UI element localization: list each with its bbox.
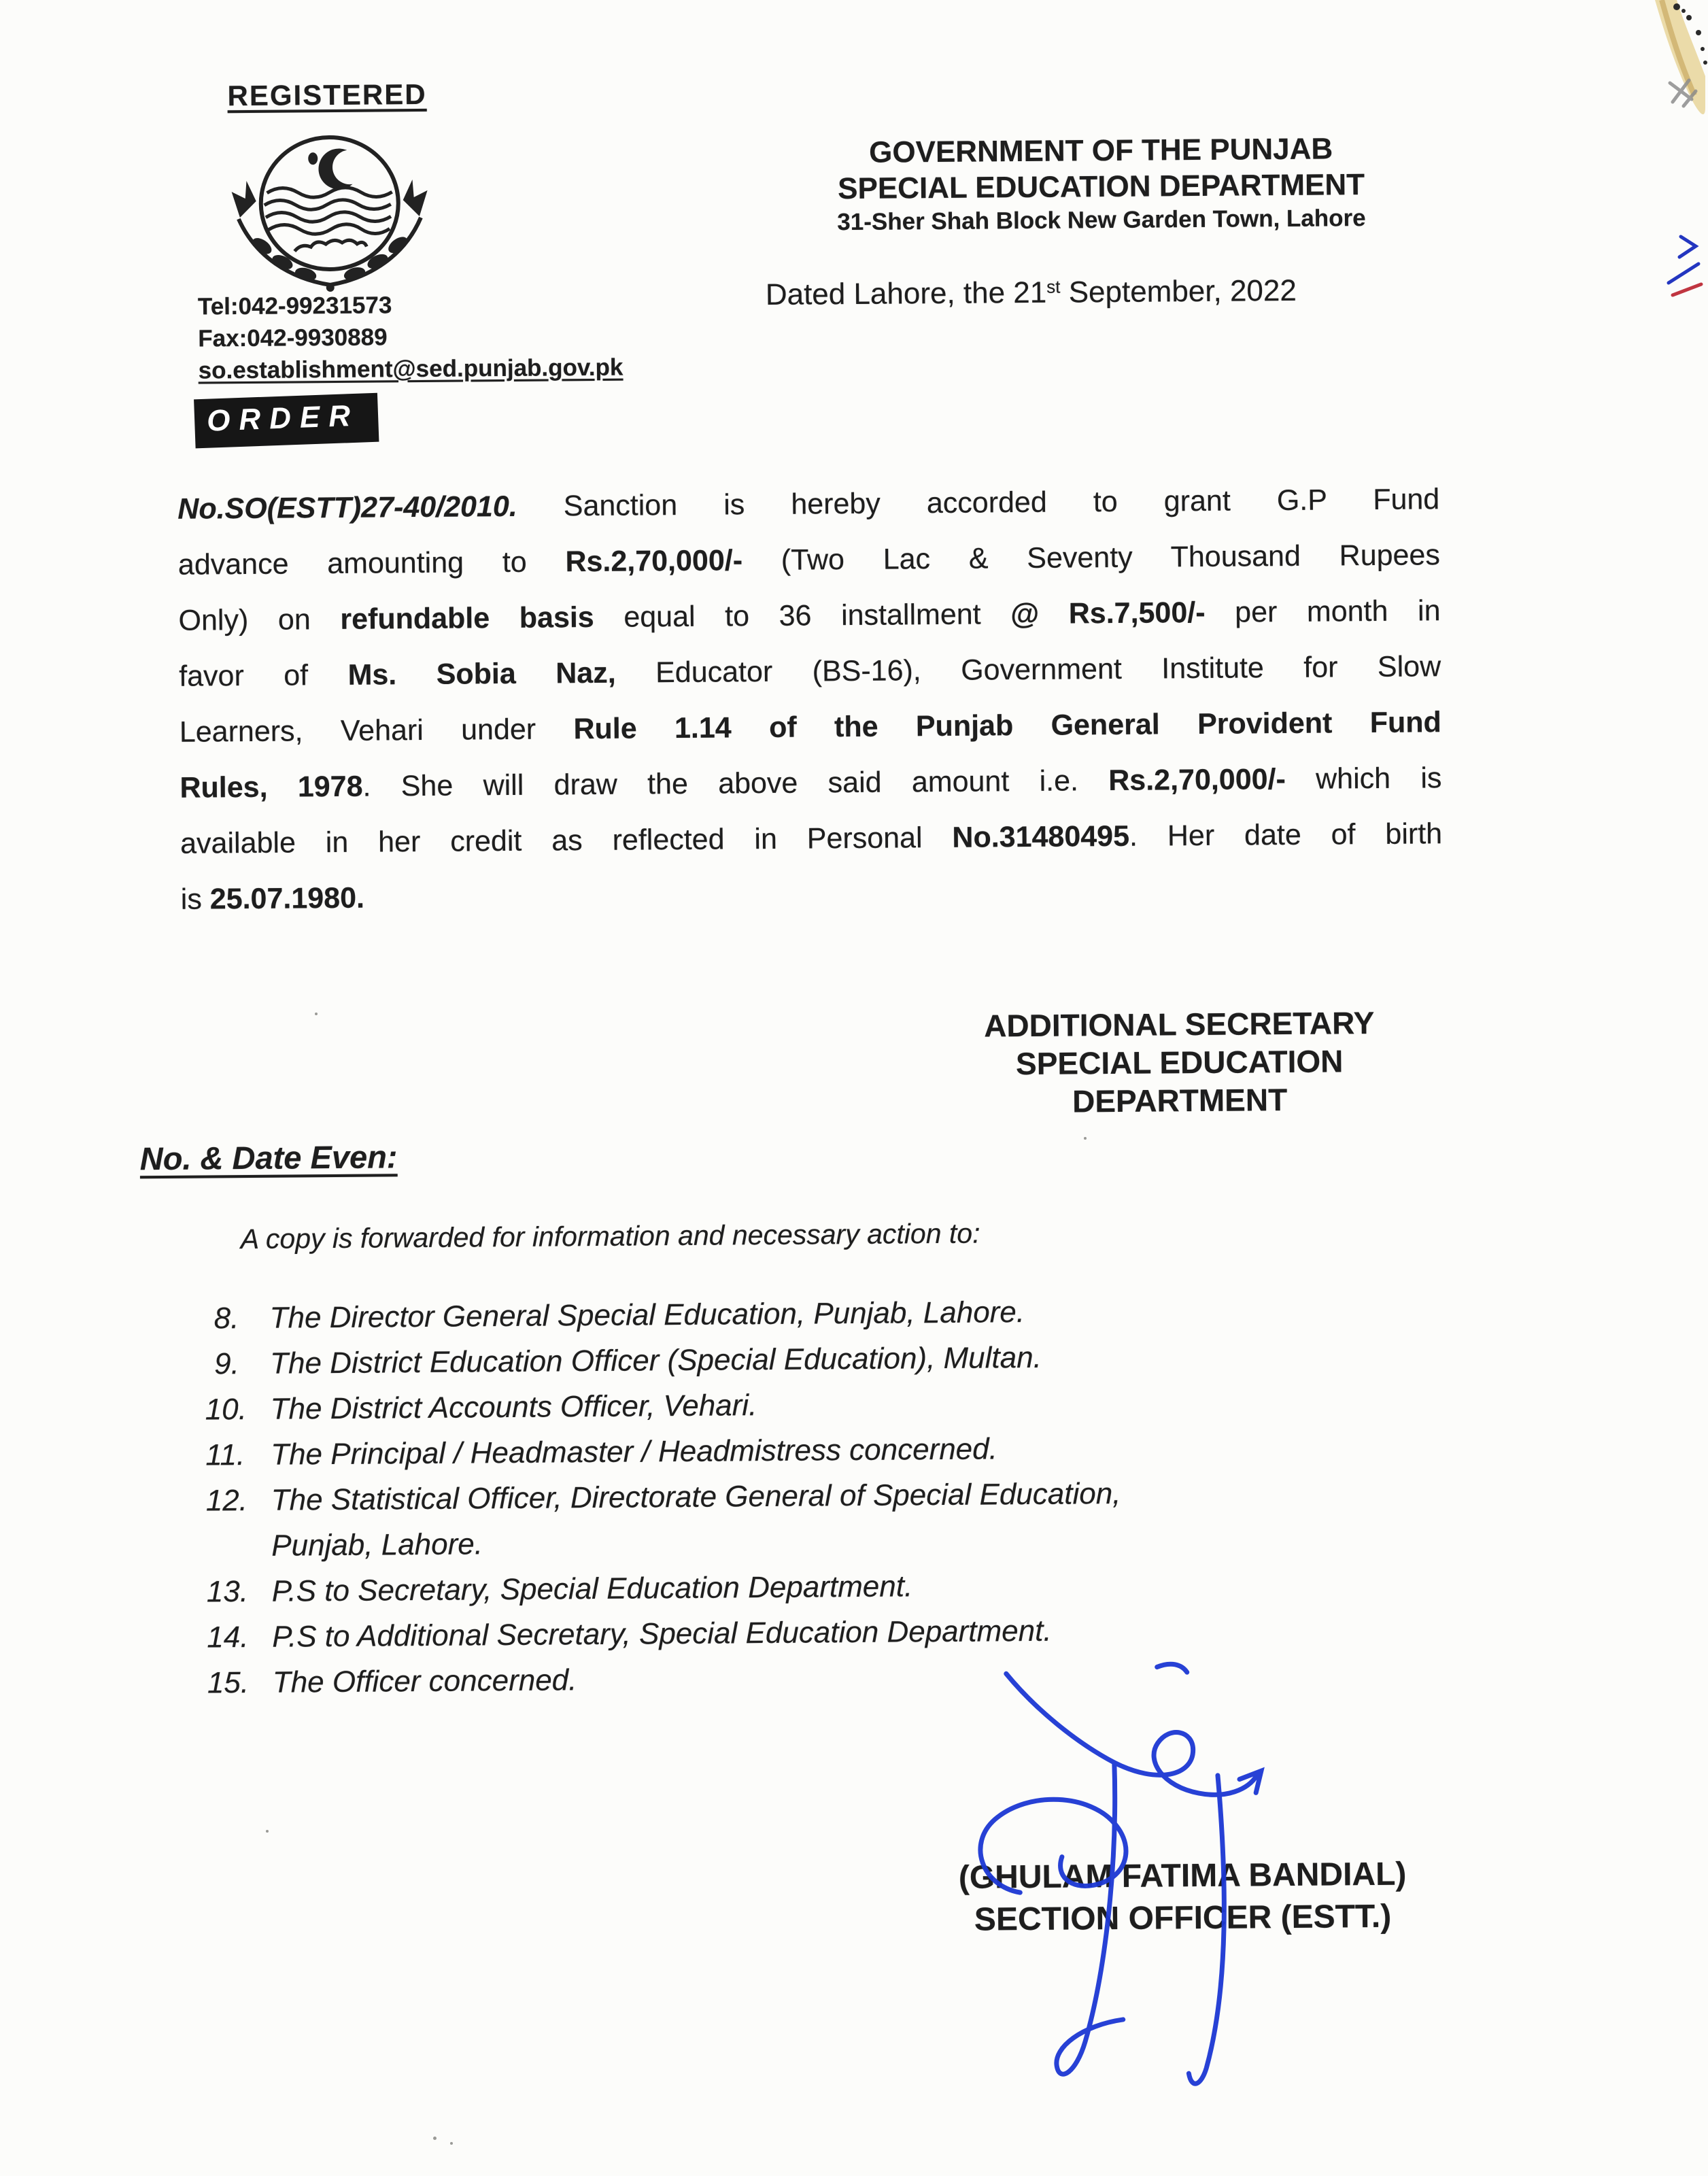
paragraph-text: advance amounting to (177, 545, 566, 581)
cc-number: 11. (205, 1438, 245, 1472)
refundable-basis: refundable basis (340, 600, 594, 636)
paragraph-line (178, 583, 1441, 649)
signatory-designation (904, 1003, 1455, 1121)
paragraph-text: available in her credit as reflected in Personal (180, 821, 953, 860)
cc-text: P.S to Additional Secretary, Special Education Department. (272, 1614, 1052, 1654)
paragraph-text: Learners, Vehari under (179, 713, 574, 749)
amount-value: Rs.2,70,000/- (1108, 763, 1286, 798)
paragraph-text: Sanction is hereby accorded to grant G.P Fund (517, 483, 1440, 523)
scan-speck (315, 1013, 318, 1015)
letterhead-block (747, 130, 1455, 239)
paragraph-text: Educator (BS-16), Government Institute for Slow (615, 650, 1441, 690)
date-line (766, 274, 1297, 312)
paragraph-line (178, 527, 1441, 593)
order-label: ORDER (206, 398, 360, 438)
telephone-number: Tel:042-99231573 (197, 292, 392, 320)
personal-number: No.31480495 (952, 819, 1130, 854)
order-paragraph (177, 471, 1443, 928)
cc-number: 14. (207, 1620, 249, 1654)
paragraph-line (177, 471, 1440, 537)
signatory-title: SECTION OFFICER (ESTT.) (974, 1898, 1392, 1938)
cc-text: P.S to Secretary, Special Education Department. (271, 1569, 913, 1608)
paragraph-text: . She will draw the above said amount i.e. (362, 764, 1109, 803)
amount-value: Rs.2,70,000/- (565, 544, 743, 579)
date-of-birth: 25.07.1980. (209, 881, 365, 916)
paragraph-text: . Her date of birth (1129, 817, 1443, 853)
signatory-line: SPECIAL EDUCATION (1015, 1043, 1344, 1082)
paper-fold-artifact (1596, 0, 1708, 170)
email-address: so.establishment@sed.punjab.gov.pk (198, 354, 624, 384)
cc-text: The Principal / Headmaster / Headmistress concerned. (271, 1432, 998, 1472)
date-ordinal: st (1046, 276, 1061, 297)
cc-item (205, 1469, 1403, 1569)
cc-text-line2: Punjab, Lahore. (271, 1527, 483, 1563)
cc-number: 12. (205, 1484, 248, 1518)
scan-speck (433, 2137, 437, 2140)
signatory-line: ADDITIONAL SECRETARY (983, 1004, 1375, 1044)
beneficiary-name: Ms. Sobia Naz, (347, 656, 616, 692)
paragraph-text: is (180, 883, 210, 916)
paragraph-line (180, 694, 1442, 760)
cc-text: The Officer concerned. (272, 1663, 577, 1699)
cc-number: 10. (205, 1393, 247, 1427)
paragraph-line (180, 806, 1443, 872)
paragraph-text: per month in (1205, 594, 1441, 629)
department-title: SPECIAL EDUCATION DEPARTMENT (837, 168, 1365, 206)
pen-marks-artifact (1654, 226, 1708, 301)
signature-scribble (953, 1659, 1337, 2110)
installment-amount: @ Rs.7,500/- (1010, 596, 1206, 631)
paragraph-text: Only) on (178, 602, 341, 637)
paragraph-line (180, 862, 1443, 928)
paragraph-line (179, 639, 1441, 704)
paragraph-line (180, 750, 1442, 816)
government-title: GOVERNMENT OF THE PUNJAB (868, 132, 1333, 169)
department-address: 31-Sher Shah Block New Garden Town, Lahore (837, 205, 1366, 236)
cc-list (204, 1287, 1404, 1706)
paragraph-text: favor of (179, 658, 348, 693)
forward-line: A copy is forwarded for information and necessary action to: (240, 1217, 980, 1255)
cc-text: The District Accounts Officer, Vehari. (270, 1389, 757, 1426)
rule-reference: Rule 1.14 of the Punjab General Provident Fund (573, 706, 1441, 746)
date-text-suffix: September, 2022 (1060, 273, 1297, 309)
paragraph-text: (Two Lac & Seventy Thousand Rupees (742, 539, 1441, 577)
cc-text-line1: The Statistical Officer, Directorate General of Special Education, (271, 1476, 1121, 1517)
fax-number: Fax:042-9930889 (198, 324, 388, 352)
no-date-even-heading: No. & Date Even: (139, 1138, 398, 1177)
signatory-line: DEPARTMENT (1072, 1081, 1288, 1119)
scan-speck (450, 2142, 453, 2145)
cc-number: 9. (214, 1347, 240, 1381)
cc-text: The District Education Officer (Special Education), Multan. (269, 1340, 1042, 1380)
rules-year: Rules, 1978 (180, 770, 363, 804)
scan-speck (266, 1830, 269, 1833)
reference-number: No.SO(ESTT)27-40/2010. (177, 490, 517, 526)
contact-block (198, 288, 624, 387)
cc-number: 13. (206, 1575, 249, 1609)
paragraph-text: equal to 36 installment (594, 598, 1011, 634)
scan-speck (1084, 1137, 1087, 1140)
cc-text: The Director General Special Education, Punjab, Lahore. (269, 1295, 1025, 1335)
punjab-crest-logo (214, 116, 446, 298)
signatory-name: (GHULAM FATIMA BANDIAL) (958, 1856, 1407, 1896)
date-text: Dated Lahore, the 21 (765, 275, 1047, 311)
cc-number: 15. (207, 1666, 250, 1700)
order-heading (195, 394, 377, 447)
paragraph-text: which is (1285, 762, 1442, 796)
cc-text (271, 1469, 1403, 1569)
cc-number: 8. (214, 1302, 239, 1336)
registered-stamp: REGISTERED (227, 78, 427, 112)
